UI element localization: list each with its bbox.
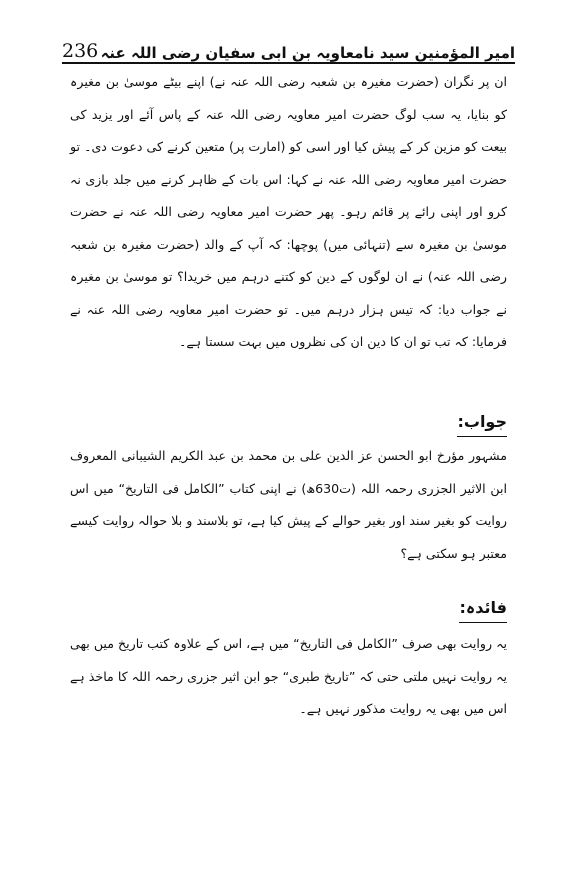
benefit-paragraph: یہ روایت بھی صرف ”الکامل فی التاریخ“ میں ہے، اس کے علاوہ کتب تاریخ میں بھی یہ روایت نہیں ملتی حتی کہ ”تاریخ طبری“ جو ابن اثیر جزری رحمہ اللہ کا ماخذ ہے اس میں بھی یہ روایت مذکور نہیں ہے۔ [70,636,507,716]
page-header [62,28,515,62]
narration-paragraph: ان پر نگران (حضرت مغیرہ بن شعبہ رضی اللہ عنہ نے) اپنے بیٹے موسیٰ بن مغیرہ کو بنایا، یہ سب لوگ حضرت امیر معاویہ رضی اللہ عنہ کے پاس آئے اور یزید کی بیعت کو مزین کر کے پیش کیا اور اسی کو (امارت پر) متعین کرنے کی دعوت دی۔ تو حضرت امیر معاویہ رضی اللہ عنہ نے کہا: اس بات کے ظاہر کرنے میں جلد بازی نہ کرو اور اپنی رائے پر قائم رہو۔ پھر حضرت امیر معاویہ رضی اللہ عنہ نے حضرت موسیٰ بن مغیرہ سے (تنہائی میں) پوچھا: کہ آپ کے والد (حضرت مغیرہ بن شعبہ رضی اللہ عنہ) نے ان لوگوں کے دین کو کتنے درہم میں خریدا؟ تو موسیٰ بن مغیرہ نے جواب دیا: کہ تیس ہزار درہم میں۔ تو حضرت امیر معاویہ رضی اللہ عنہ نے فرمایا: کہ تب تو ان کا دین ان کی نظروں میں بہت سستا ہے۔ [70,74,507,349]
header-divider [62,62,515,64]
answer-heading-block [457,409,507,437]
answer-paragraph: مشہور مؤرخ ابو الحسن عز الدین علی بن محمد بن عبد الکریم الشیبانی المعروف ابن الاثیر الجزری رحمہ اللہ (ت630ھ) نے اپنی کتاب ”الکامل فی التاریخ“ میں اس روایت کو بغیر سند اور بغیر حوالے کے پیش کیا ہے، تو بلاسند و بلا حوالہ روایت کیسے معتبر ہو سکتی ہے؟ [70,448,507,561]
page-number: 236 [62,40,99,62]
benefit-heading-block [459,595,507,623]
answer-heading: جواب: [457,412,507,431]
benefit-section [70,628,507,726]
narration-section [70,66,507,359]
answer-section [70,440,507,570]
benefit-heading-underline [459,622,507,623]
answer-heading-underline [457,436,507,437]
running-title: امیر المؤمنین سید نامعاویہ بن ابی سفیان رضی اللہ عنہ [100,44,515,62]
benefit-heading: فائدہ: [459,598,507,617]
